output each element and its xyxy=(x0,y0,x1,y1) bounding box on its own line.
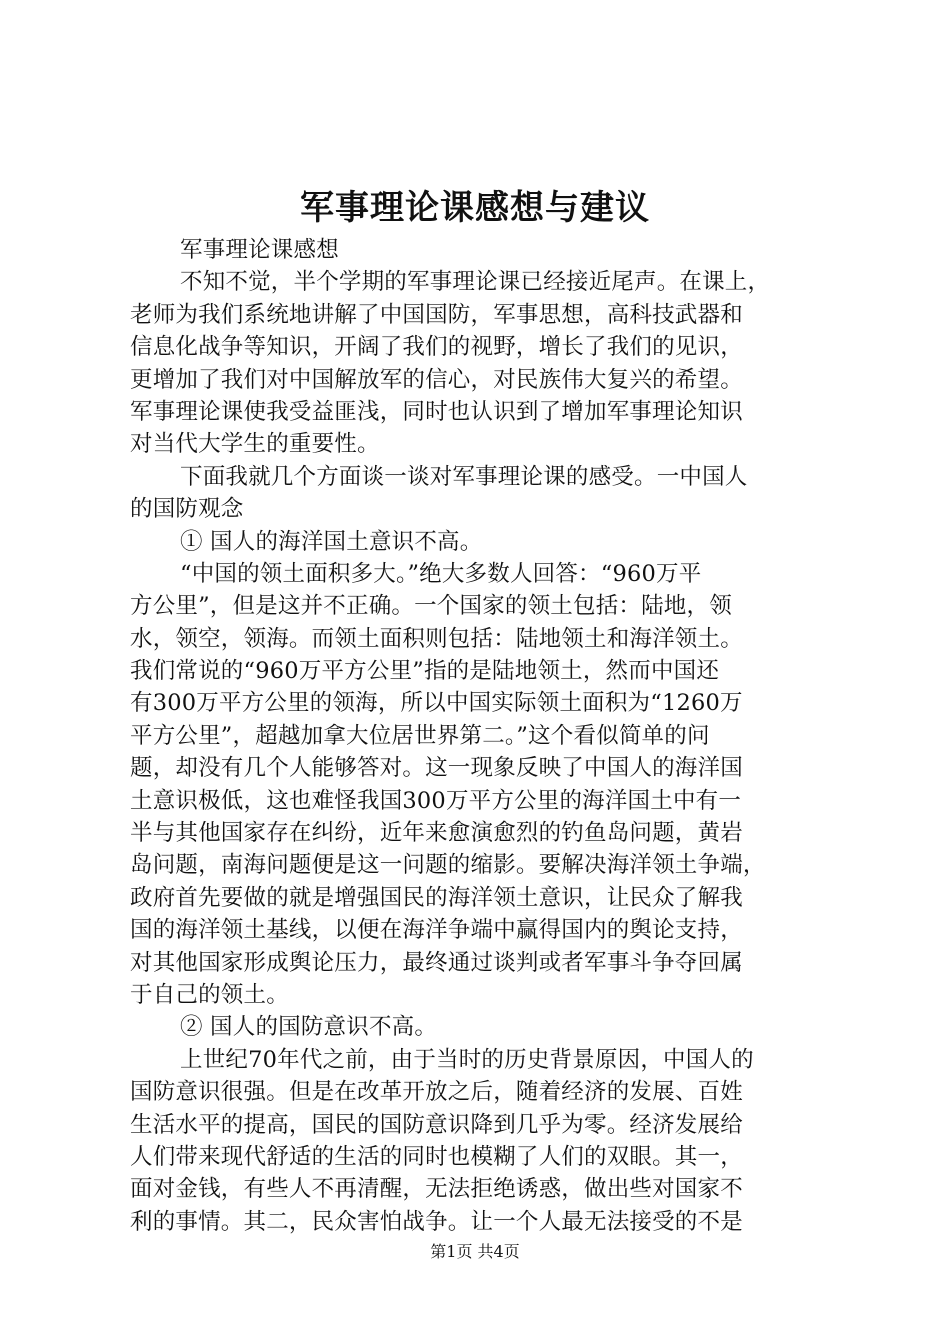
text-line: 题，却没有几个人能够答对。这一现象反映了中国人的海洋国 xyxy=(130,755,743,782)
text-line: 利的事情。其二，民众害怕战争。让一个人最无法接受的不是 xyxy=(130,1208,743,1235)
text-line: 我们常说的“960万平方公里”指的是陆地领土，然而中国还 xyxy=(130,658,720,685)
text-line: 对其他国家形成舆论压力，最终通过谈判或者军事斗争夺回属 xyxy=(130,949,743,976)
text-line: 的国防观念 xyxy=(130,496,244,523)
page-footer: 第1页 共4页 xyxy=(430,1242,520,1261)
text-line: 国的海洋领土基线，以便在海洋争端中赢得国内的舆论支持， xyxy=(130,917,743,944)
text-line: 国防意识很强。但是在改革开放之后，随着经济的发展、百姓 xyxy=(130,1079,743,1106)
text-line: 老师为我们系统地讲解了中国国防，军事思想，高科技武器和 xyxy=(130,301,743,328)
text-line: 平方公里”，超越加拿大位居世界第二。”这个看似简单的问 xyxy=(130,722,710,749)
text-line: “中国的领土面积多大。”绝大多数人回答：“960万平 xyxy=(180,560,702,587)
text-line: 水，领空，领海。而领土面积则包括：陆地领土和海洋领土。 xyxy=(130,625,743,652)
text-line: 下面我就几个方面谈一谈对军事理论课的感受。一中国人 xyxy=(180,463,748,490)
text-line: 不知不觉，半个学期的军事理论课已经接近尾声。在课上， xyxy=(180,269,771,296)
text-line: 政府首先要做的就是增强国民的海洋领土意识，让民众了解我 xyxy=(130,884,743,911)
text-line: 上世纪70年代之前，由于当时的历史背景原因，中国人的 xyxy=(180,1046,754,1073)
document-body xyxy=(130,234,830,1238)
text-line: 信息化战争等知识，开阔了我们的视野，增长了我们的见识， xyxy=(130,334,743,361)
text-line: 军事理论课使我受益匪浅，同时也认识到了增加军事理论知识 xyxy=(130,398,743,425)
text-line: 岛问题，南海问题便是这一问题的缩影。要解决海洋领土争端， xyxy=(130,852,766,879)
text-line: 方公里”，但是这并不正确。一个国家的领土包括：陆地，领 xyxy=(130,593,732,620)
text-line: 生活水平的提高，国民的国防意识降到几乎为零。经济发展给 xyxy=(130,1111,743,1138)
text-line: 于自己的领土。 xyxy=(130,981,289,1008)
document-title: 军事理论课感想与建议 xyxy=(300,188,650,228)
text-line: ② 国人的国防意识不高。 xyxy=(180,1014,438,1041)
text-line: ① 国人的海洋国土意识不高。 xyxy=(180,528,483,555)
text-line: 有300万平方公里的领海，所以中国实际领土面积为“1260万 xyxy=(130,690,743,717)
text-line: 更增加了我们对中国解放军的信心，对民族伟大复兴的希望。 xyxy=(130,366,743,393)
text-line: 人们带来现代舒适的生活的同时也模糊了人们的双眼。其一， xyxy=(130,1143,743,1170)
text-line: 对当代大学生的重要性。 xyxy=(130,431,380,458)
text-line: 军事理论课感想 xyxy=(180,237,339,263)
text-line: 土意识极低，这也难怪我国300万平方公里的海洋国土中有一 xyxy=(130,787,742,814)
text-line: 面对金钱，有些人不再清醒，无法拒绝诱惑，做出些对国家不 xyxy=(130,1176,743,1203)
text-line: 半与其他国家存在纠纷，近年来愈演愈烈的钓鱼岛问题，黄岩 xyxy=(130,820,743,847)
